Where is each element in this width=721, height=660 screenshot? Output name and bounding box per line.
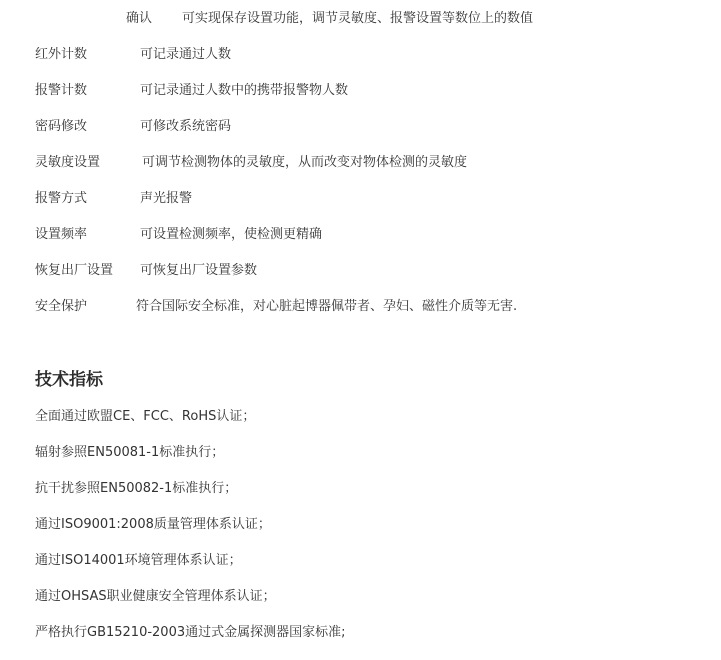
tech-item: 严格执行GB15210-2003通过式金属探测器国家标准; <box>35 625 346 640</box>
feature-description: 可恢复出厂设置参数 <box>140 263 258 278</box>
feature-description: 可设置检测频率，使检测更精确 <box>140 227 323 242</box>
tech-item: 抗干扰参照EN50082-1标准执行； <box>35 481 238 496</box>
intro-label: 确认 <box>126 11 153 26</box>
feature-label: 设置频率 <box>35 227 88 242</box>
feature-label: 恢复出厂设置 <box>35 263 114 278</box>
feature-label: 红外计数 <box>35 47 88 62</box>
feature-description: 可记录通过人数中的携带报警物人数 <box>140 83 349 98</box>
tech-item: 通过OHSAS职业健康安全管理体系认证； <box>35 589 276 604</box>
feature-label: 安全保护 <box>35 299 88 314</box>
feature-description: 符合国际安全标准，对心脏起博器佩带者、孕妇、磁性介质等无害. <box>136 299 518 314</box>
feature-label: 报警方式 <box>35 191 88 206</box>
feature-label: 灵敏度设置 <box>35 155 101 170</box>
intro-description: 可实现保存设置功能，调节灵敏度、报警设置等数位上的数值 <box>182 11 534 26</box>
feature-description: 可修改系统密码 <box>140 119 232 134</box>
feature-description: 可记录通过人数 <box>140 47 232 62</box>
feature-label: 密码修改 <box>35 119 88 134</box>
feature-description: 声光报警 <box>140 191 193 206</box>
feature-description: 可调节检测物体的灵敏度，从而改变对物体检测的灵敏度 <box>142 155 468 170</box>
tech-item: 通过ISO9001:2008质量管理体系认证； <box>35 517 271 532</box>
tech-heading: 技术指标 <box>35 370 103 390</box>
tech-item: 全面通过欧盟CE、FCC、RoHS认证； <box>35 409 256 424</box>
feature-label: 报警计数 <box>35 83 88 98</box>
tech-item: 通过ISO14001环境管理体系认证； <box>35 553 242 568</box>
tech-item: 辐射参照EN50081-1标准执行； <box>35 445 225 460</box>
